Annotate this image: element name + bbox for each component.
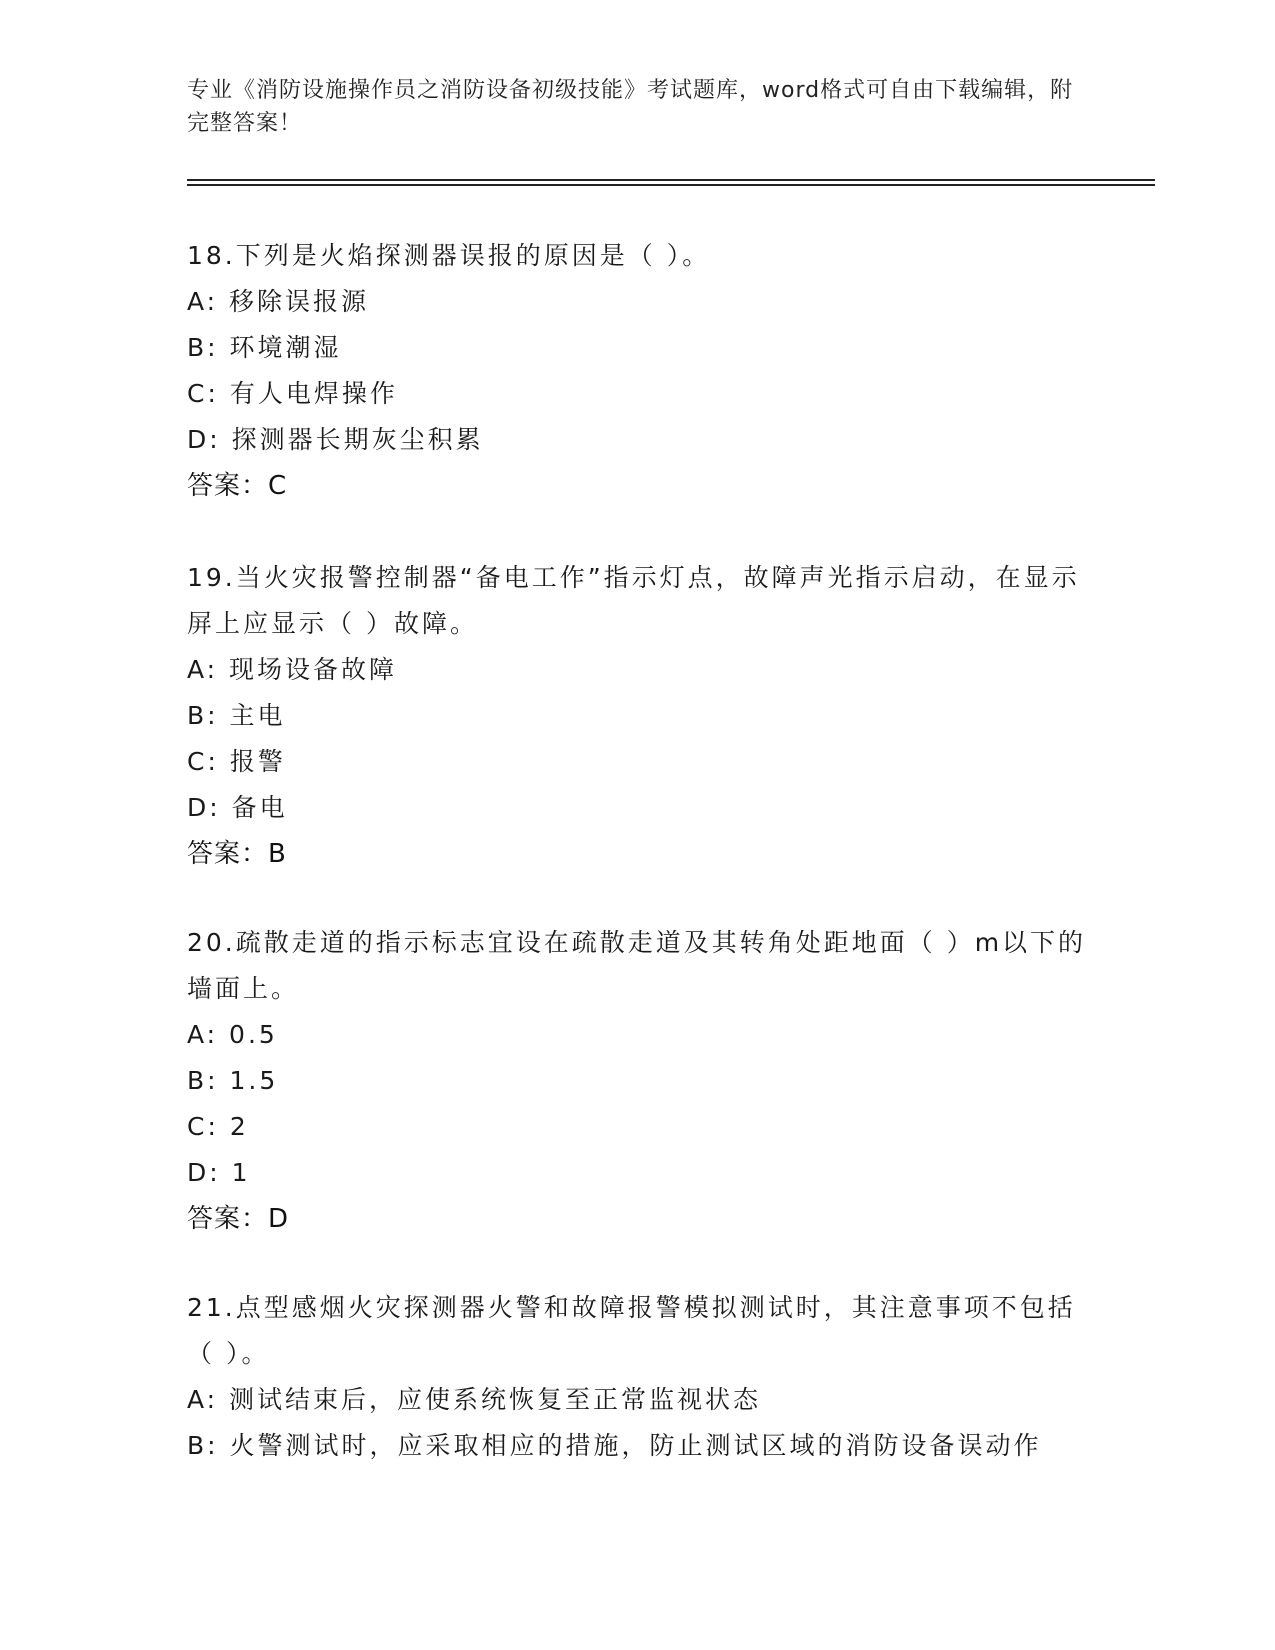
option-d: D: 1 (187, 1158, 251, 1187)
option-a: A: 0.5 (187, 1020, 278, 1049)
option-c: C: 报警 (187, 747, 286, 776)
answer: 答案：B (187, 839, 287, 869)
question-21 (187, 1285, 1087, 1469)
question-20 (187, 920, 1087, 1242)
header-divider-bottom (187, 184, 1155, 186)
option-b: B: 环境潮湿 (187, 333, 342, 362)
question-stem: 18.下列是火焰探测器误报的原因是（ ）。 (187, 241, 711, 270)
answer: 答案：C (187, 471, 288, 501)
option-a: A: 移除误报源 (187, 287, 370, 316)
question-stem: 19.当火灾报警控制器“备电工作”指示灯点，故障声光指示启动，在显示屏上应显示（ ）故障。 (187, 563, 1080, 638)
option-b: B: 火警测试时，应采取相应的措施，防止测试区域的消防设备误动作 (187, 1431, 1042, 1460)
question-stem: 20.疏散走道的指示标志宜设在疏散走道及其转角处距地面（ ）m以下的墙面上。 (187, 928, 1087, 1003)
option-c: C: 有人电焊操作 (187, 379, 398, 408)
option-a: A: 现场设备故障 (187, 655, 398, 684)
question-19 (187, 555, 1087, 877)
option-b: B: 主电 (187, 701, 286, 730)
question-stem: 21.点型感烟火灾探测器火警和故障报警模拟测试时，其注意事项不包括（ ）。 (187, 1293, 1076, 1368)
option-a: A: 测试结束后，应使系统恢复至正常监视状态 (187, 1385, 762, 1414)
question-18 (187, 233, 1087, 509)
answer: 答案：D (187, 1204, 290, 1234)
option-d: D: 备电 (187, 793, 288, 822)
option-c: C: 2 (187, 1112, 249, 1141)
option-b: B: 1.5 (187, 1066, 279, 1095)
document-header: 专业《消防设施操作员之消防设备初级技能》考试题库，word格式可自由下载编辑，附完整答案！ (187, 78, 1074, 136)
option-d: D: 探测器长期灰尘积累 (187, 425, 484, 454)
header-divider-top (187, 179, 1155, 181)
